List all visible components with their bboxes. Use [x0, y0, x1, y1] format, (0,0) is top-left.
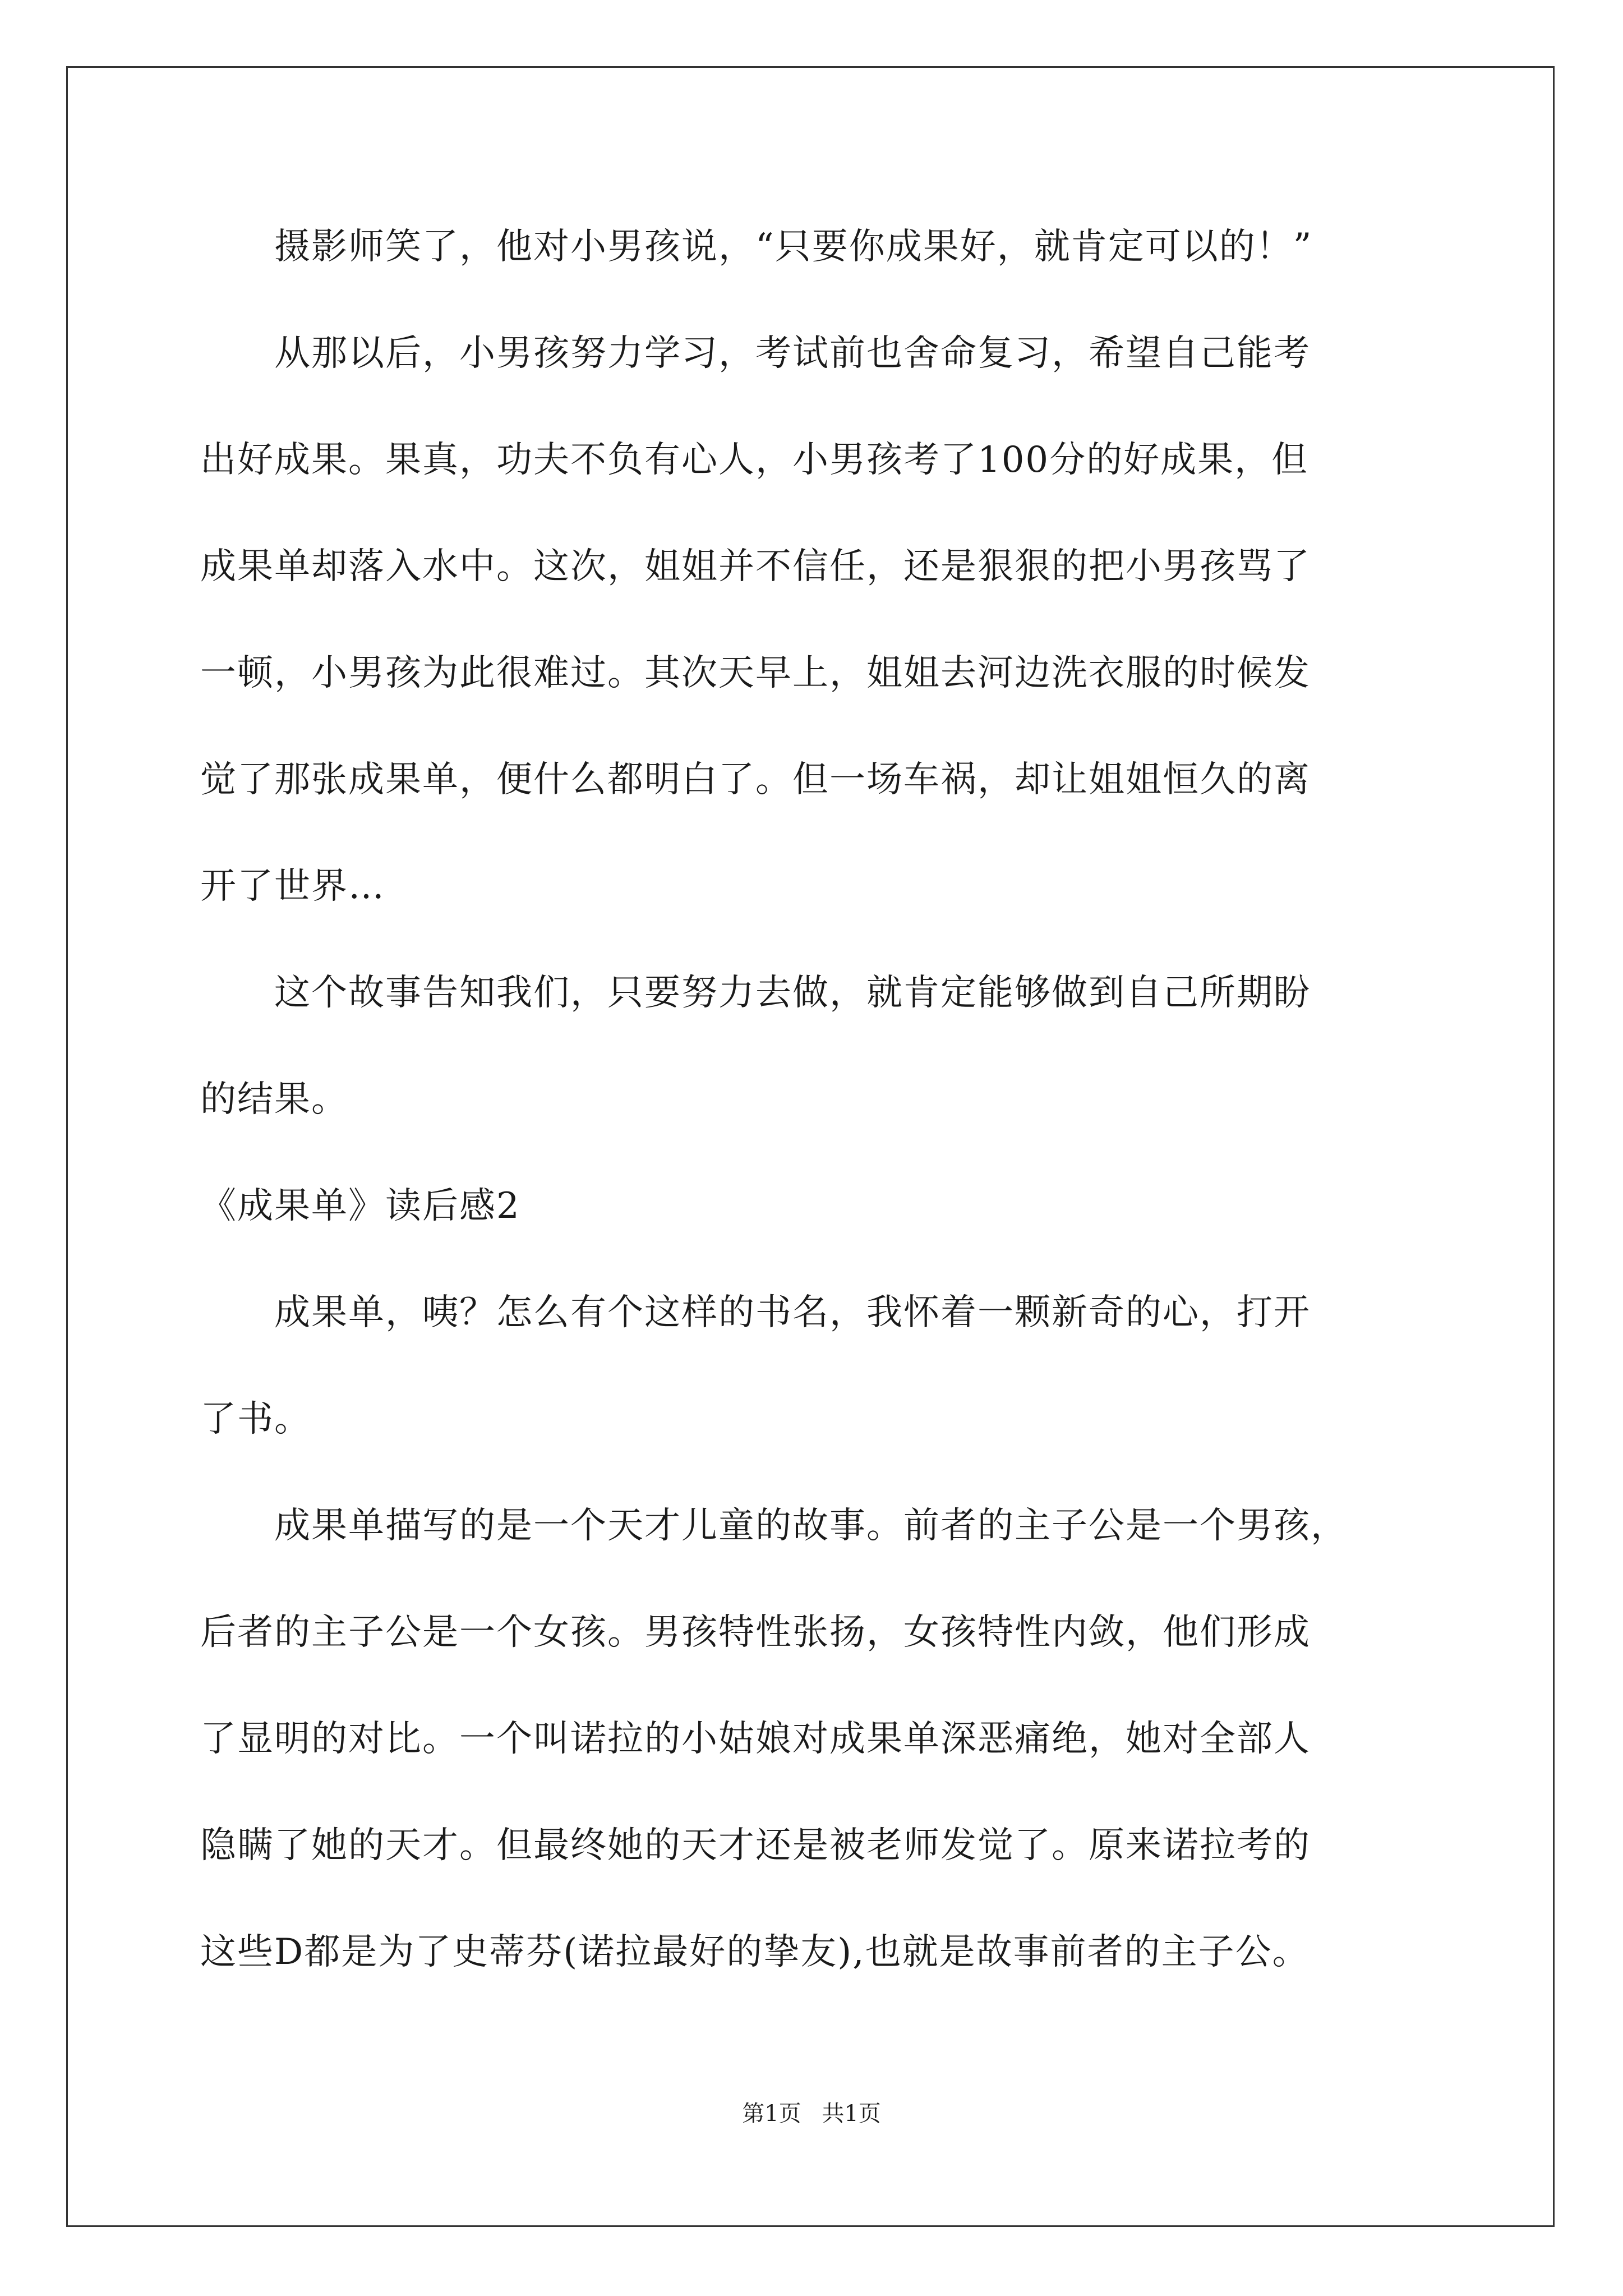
paragraph-line: 摄影师笑了，他对小男孩说，“只要你成果好，就肯定可以的！”: [200, 226, 1313, 268]
page-footer: [0, 2097, 1623, 2131]
paragraph-line: 的结果。: [200, 1079, 348, 1120]
page-number: 第1页: [742, 2101, 801, 2127]
page-total: 共1页: [822, 2101, 881, 2127]
paragraph-line: 觉了那张成果单，便什么都明白了。但一场车祸，却让姐姐恒久的离: [200, 759, 1311, 800]
paragraph-line: 出好成果。果真，功夫不负有心人，小男孩考了100分的好成果，但: [200, 439, 1309, 481]
paragraph-line: 了显明的对比。一个叫诺拉的小姑娘对成果单深恶痛绝，她对全部人: [200, 1718, 1311, 1760]
paragraph-line: 隐瞒了她的天才。但最终她的天才还是被老师发觉了。原来诺拉考的: [200, 1825, 1311, 1866]
paragraph-line: 这个故事告知我们，只要努力去做，就肯定能够做到自己所期盼: [200, 972, 1311, 1014]
section-heading: 《成果单》读后感2: [200, 1185, 520, 1227]
paragraph-line: 后者的主子公是一个女孩。男孩特性张扬，女孩特性内敛，他们形成: [200, 1612, 1311, 1653]
paragraph-line: 这些D都是为了史蒂芬(诺拉最好的挚友),也就是故事前者的主子公。: [200, 1931, 1310, 1973]
paragraph-line: 从那以后，小男孩努力学习，考试前也舍命复习，希望自己能考: [200, 333, 1311, 374]
paragraph-line: 成果单却落入水中。这次，姐姐并不信任，还是狠狠的把小男孩骂了: [200, 546, 1311, 587]
paragraph-line: 了书。: [200, 1398, 311, 1440]
paragraph-line: 一顿，小男孩为此很难过。其次天早上，姐姐去河边洗衣服的时候发: [200, 652, 1311, 694]
paragraph-line: 成果单，咦？怎么有个这样的书名，我怀着一颗新奇的心，打开: [200, 1292, 1311, 1333]
document-body: [200, 194, 1434, 2005]
paragraph-line: 开了世界…: [200, 866, 385, 907]
paragraph-line: 成果单描写的是一个天才儿童的故事。前者的主子公是一个男孩，: [200, 1505, 1348, 1547]
